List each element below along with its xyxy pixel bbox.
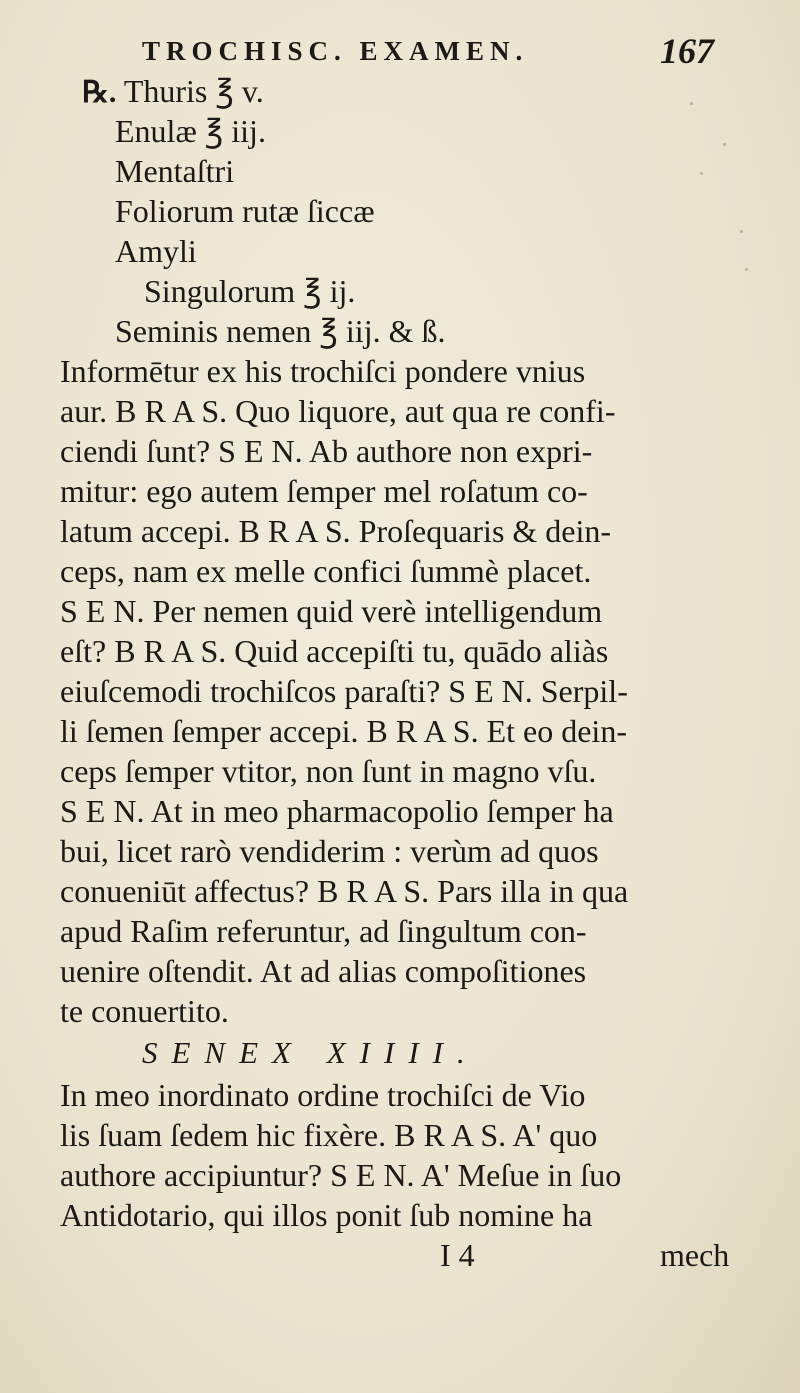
body-line: ciendi ſunt? S E N. Ab authore non expri- — [60, 433, 593, 469]
body-line: mitur: ego autem ſemper mel roſatum co- — [60, 473, 588, 509]
page-header — [142, 26, 722, 71]
recipe-text: Thuris ℥ v. — [123, 73, 264, 109]
body-line: apud Raſim referuntur, ad ſingultum con- — [60, 913, 587, 949]
recipe-line-5: Amyli — [115, 233, 197, 269]
body-line: eiuſcemodi trochiſcos paraſti? S E N. Serpil- — [60, 673, 628, 709]
recipe-line-3: Mentaſtri — [115, 153, 235, 189]
section-line: In meo inordinato ordine trochiſci de Vio — [60, 1077, 586, 1113]
section-heading: SENEX XIIII. — [142, 1035, 479, 1070]
body-line: S E N. At in meo pharmacopolio ſemper ha — [60, 793, 614, 829]
section-line: authore accipiuntur? S E N. A' Meſue in ſuo — [60, 1157, 622, 1193]
body-line: aur. B R A S. Quo liquore, aut qua re confi- — [60, 393, 616, 429]
body-line: uenire oſtendit. At ad alias compoſitiones — [60, 953, 587, 989]
recipe-line-4: Foliorum rutæ ſiccæ — [115, 193, 375, 229]
catchword: mech — [660, 1237, 730, 1273]
recipe-line-6: Singulorum ℥ ij. — [144, 273, 356, 309]
paper-speckle — [740, 230, 743, 233]
section-line: lis ſuam ſedem hic fixère. B R A S. A' quo — [60, 1117, 598, 1153]
body-line: ceps ſemper vtitor, non ſunt in magno vſu. — [60, 753, 597, 789]
paper-speckle — [700, 172, 703, 175]
section-line: Antidotario, qui illos ponit ſub nomine ha — [60, 1197, 593, 1233]
body-line: latum accepi. B R A S. Proſequaris & dein- — [60, 513, 612, 549]
recipe-line-1 — [82, 72, 264, 110]
recipe-line-2: Enulæ ℥ iij. — [115, 113, 266, 149]
signature-mark: I 4 — [440, 1237, 475, 1273]
body-line: ceps, nam ex melle confici ſummè placet. — [60, 553, 592, 589]
paper-speckle — [690, 102, 693, 105]
rx-symbol: ℞. — [82, 76, 117, 109]
body-line: eſt? B R A S. Quid accepiſti tu, quādo aliàs — [60, 633, 609, 669]
body-line: li ſemen ſemper accepi. B R A S. Et eo dein- — [60, 713, 627, 749]
page-number: 167 — [660, 31, 714, 71]
running-title: TROCHISC. EXAMEN. — [142, 36, 529, 66]
body-line: te conuertito. — [60, 993, 229, 1029]
paper-speckle — [745, 268, 748, 271]
body-line: Informētur ex his trochiſci pondere vnius — [60, 353, 586, 389]
body-line: bui, licet rarò vendiderim : verùm ad quos — [60, 833, 599, 869]
paper-speckle — [723, 143, 726, 146]
body-line: conueniūt affectus? B R A S. Pars illa in qua — [60, 873, 629, 909]
body-line: S E N. Per nemen quid verè intelligendum — [60, 593, 603, 629]
recipe-line-7: Seminis nemen ℥ iij. & ß. — [115, 313, 446, 349]
